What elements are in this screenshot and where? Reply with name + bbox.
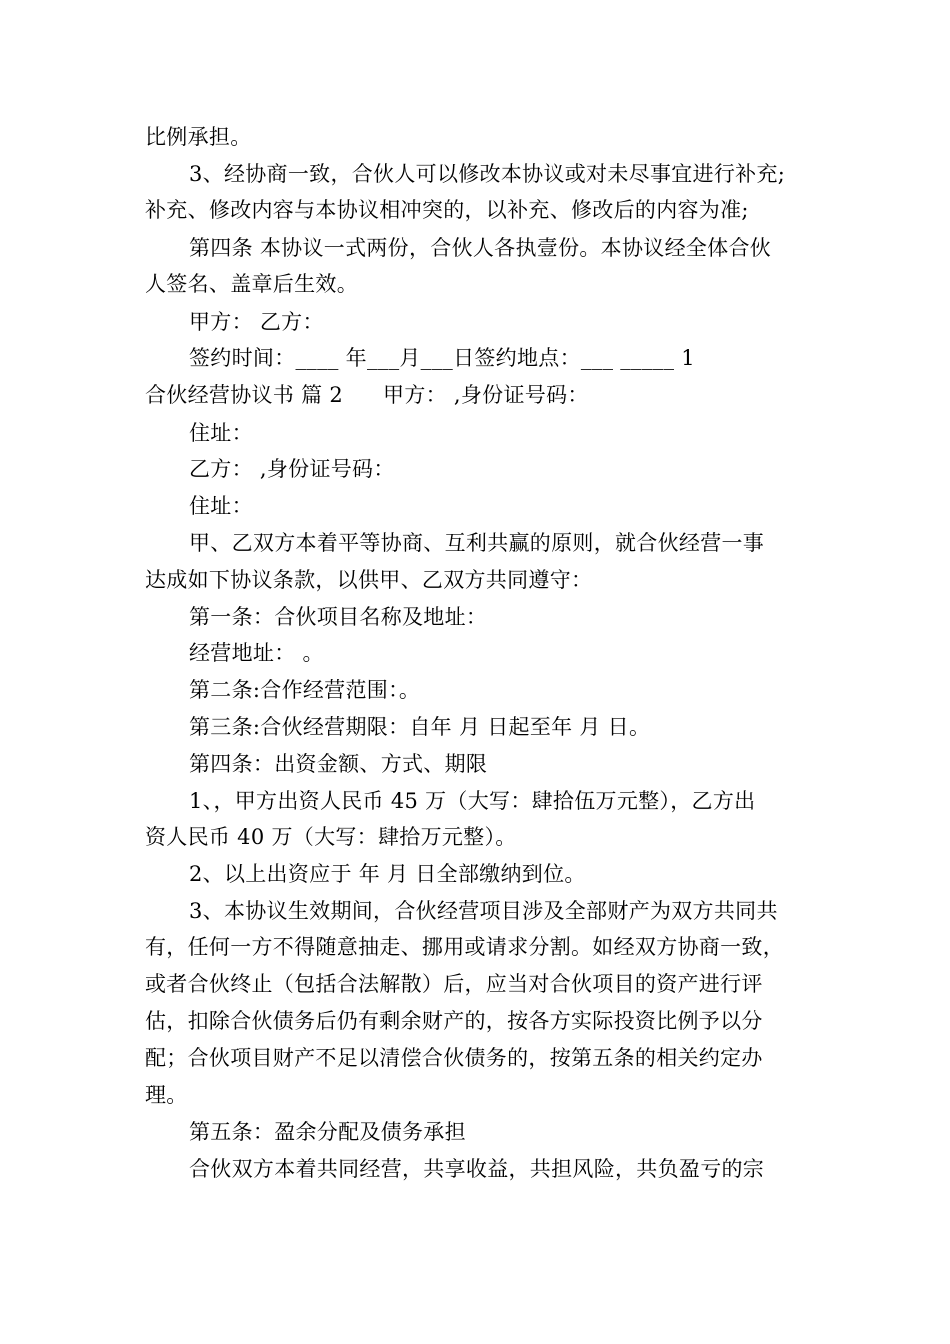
text-line: 理。 <box>145 1083 188 1107</box>
text-line: 或者合伙终止（包括合法解散）后，应当对合伙项目的资产进行评 <box>145 972 763 996</box>
text-line: 第一条：合伙项目名称及地址： <box>189 605 488 629</box>
text-line: 配；合伙项目财产不足以清偿合伙债务的，按第五条的相关约定办 <box>145 1046 763 1070</box>
text-line: 第三条:合伙经营期限：自年 月 日起至年 月 日。 <box>189 715 651 739</box>
text-line: 2、以上出资应于 年 月 日全部缴纳到位。 <box>189 862 586 886</box>
text-line: 补充、修改内容与本协议相冲突的，以补充、修改后的内容为准; <box>145 198 749 222</box>
text-line: 住址： <box>189 494 253 518</box>
text-line: 人签名、盖章后生效。 <box>145 272 358 296</box>
text-line: 第五条：盈余分配及债务承担 <box>189 1120 466 1144</box>
text-line: 比例承担。 <box>145 125 252 149</box>
text-line: 估，扣除合伙债务后仍有剩余财产的，按各方实际投资比例予以分 <box>145 1009 763 1033</box>
section-heading: 合伙经营协议书 篇 2 <box>145 383 344 407</box>
text-line: 资人民币 40 万（大写：肆拾万元整）。 <box>145 825 517 849</box>
section-heading-line <box>145 383 589 407</box>
text-line: 第四条：出资金额、方式、期限 <box>189 752 488 776</box>
text-line: 合伙双方本着共同经营，共享收益，共担风险，共负盈亏的宗 <box>189 1157 765 1181</box>
text-line: 签约时间：____ 年___月___日签约地点：___ _____ 1 <box>189 346 695 370</box>
text-line: 乙方： ,身份证号码： <box>189 457 395 481</box>
text-line: 达成如下协议条款，以供甲、乙双方共同遵守： <box>145 568 593 592</box>
text-line: 经营地址： 。 <box>189 641 324 665</box>
text-line: 甲、乙双方本着平等协商、互利共赢的原则，就合伙经营一事 <box>189 531 765 555</box>
text-line: 甲方： 乙方： <box>189 310 324 334</box>
text-line: 3、本协议生效期间，合伙经营项目涉及全部财产为双方共同共 <box>189 899 778 923</box>
text-line: 有，任何一方不得随意抽走、挪用或请求分割。如经双方协商一致， <box>145 935 784 959</box>
text-line: 住址： <box>189 421 253 445</box>
text-line: 3、经协商一致，合伙人可以修改本协议或对未尽事宜进行补充; <box>189 162 786 186</box>
text-line: 1、，甲方出资人民币 45 万（大写：肆拾伍万元整），乙方出 <box>189 789 756 813</box>
text-line: 第四条 本协议一式两份，合伙人各执壹份。本协议经全体合伙 <box>189 236 772 260</box>
text-line: 第二条:合作经营范围：。 <box>189 678 421 702</box>
text-line: 甲方： ,身份证号码： <box>383 383 589 407</box>
